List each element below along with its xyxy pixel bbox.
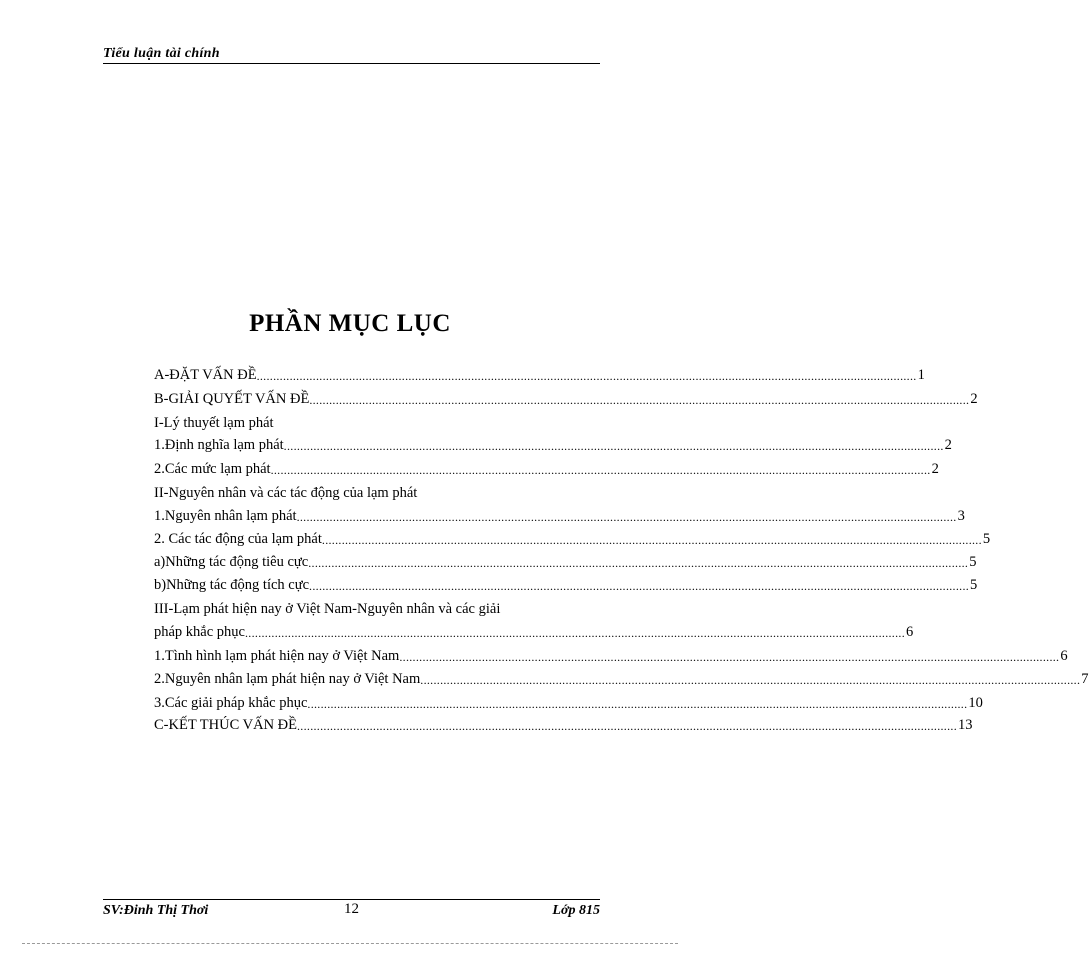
- toc-entry-label: I-Lý thuyết lạm phát: [154, 415, 274, 431]
- toc-entry-label: C-KẾT THÚC VẤN ĐỀ: [154, 717, 297, 733]
- toc-dot-leader: ........................................................................................................................................................................................................: [321, 533, 982, 547]
- toc-entry: [154, 553, 977, 571]
- toc-entry-page: 13: [958, 717, 973, 733]
- toc-entry-page: 7: [1081, 671, 1089, 687]
- toc-dot-leader: ........................................................................................................................................................................................................: [399, 650, 1060, 664]
- page-bottom-divider: [22, 943, 678, 944]
- toc-dot-leader: ........................................................................................................................................................................................................: [309, 393, 970, 407]
- toc-entry-page: 5: [982, 531, 991, 547]
- toc-entry-label: II-Nguyên nhân và các tác động của lạm phát: [154, 485, 418, 501]
- toc-entry-page: 5: [970, 577, 978, 593]
- toc-dot-leader: ........................................................................................................................................................................................................: [297, 719, 957, 733]
- toc-dot-leader: ........................................................................................................................................................................................................: [309, 579, 970, 593]
- toc-entry: [154, 436, 952, 454]
- page-header: Tiểu luận tài chính: [103, 46, 600, 64]
- page-title: PHẦN MỤC LỤC: [249, 310, 451, 337]
- toc-entry-page: 2: [970, 391, 978, 407]
- footer-page-number: 12: [344, 901, 359, 917]
- toc-entry-page: 6: [1060, 648, 1068, 664]
- toc-entry-page: 10: [968, 695, 983, 711]
- toc-entry: [154, 414, 554, 432]
- toc-dot-leader: ........................................................................................................................................................................................................: [296, 510, 957, 524]
- footer-author: SV:Đinh Thị Thơi: [103, 903, 209, 918]
- toc-entry-page: 2: [944, 437, 952, 453]
- toc-entry-label: 1.Tình hình lạm phát hiện nay ở Việt Nam: [154, 648, 400, 664]
- toc-dot-leader: ........................................................................................................................................................................................................: [308, 556, 969, 570]
- toc-entry: [154, 670, 1089, 688]
- toc-entry-label: A-ĐẶT VẤN ĐỀ: [154, 367, 257, 383]
- toc-entry: [154, 460, 939, 478]
- toc-entry-label: a)Những tác động tiêu cực: [154, 554, 309, 570]
- toc-entry: [154, 507, 965, 525]
- toc-entry: [154, 484, 554, 502]
- toc-entry-label: B-GIẢI QUYẾT VẤN ĐỀ: [154, 391, 310, 407]
- toc-entry-label: 2. Các tác động của lạm phát: [154, 531, 322, 547]
- toc-entry: [154, 600, 554, 618]
- toc-entry-label: III-Lạm phát hiện nay ở Việt Nam-Nguyên nhân và các giải: [154, 601, 501, 617]
- toc-entry-label: b)Những tác động tích cực: [154, 577, 310, 593]
- toc-entry-page: 2: [931, 461, 939, 477]
- toc-entry: [154, 694, 983, 712]
- toc-entry: [154, 647, 1068, 665]
- toc-dot-leader: ........................................................................................................................................................................................................: [270, 463, 931, 477]
- toc-entry-page: 6: [906, 624, 914, 640]
- toc-entry: [154, 530, 991, 548]
- toc-entry-label: 1.Nguyên nhân lạm phát: [154, 508, 297, 524]
- page-footer: [103, 899, 600, 924]
- toc-entry-label: 1.Định nghĩa lạm phát: [154, 437, 284, 453]
- toc-entry-page: 3: [957, 508, 965, 524]
- toc-entry: [154, 623, 914, 641]
- toc-entry-page: 1: [917, 367, 925, 383]
- footer-class: Lớp 815: [552, 903, 600, 918]
- toc-dot-leader: ........................................................................................................................................................................................................: [307, 697, 968, 711]
- toc-dot-leader: ........................................................................................................................................................................................................: [420, 673, 1081, 687]
- toc-entry: [154, 716, 973, 734]
- toc-dot-leader: ........................................................................................................................................................................................................: [283, 439, 944, 453]
- toc-entry-label: 2.Nguyên nhân lạm phát hiện nay ở Việt Nam: [154, 671, 421, 687]
- toc-entry: [154, 576, 978, 594]
- toc-entry: [154, 366, 925, 384]
- toc-entry-label: pháp khắc phục: [154, 624, 245, 640]
- toc-entry-label: 3.Các giải pháp khắc phục: [154, 695, 308, 711]
- toc-entry: [154, 390, 978, 408]
- toc-entry-page: 5: [969, 554, 977, 570]
- toc-dot-leader: ........................................................................................................................................................................................................: [245, 626, 905, 640]
- toc-dot-leader: ........................................................................................................................................................................................................: [256, 369, 917, 383]
- toc-entry-label: 2.Các mức lạm phát: [154, 461, 271, 477]
